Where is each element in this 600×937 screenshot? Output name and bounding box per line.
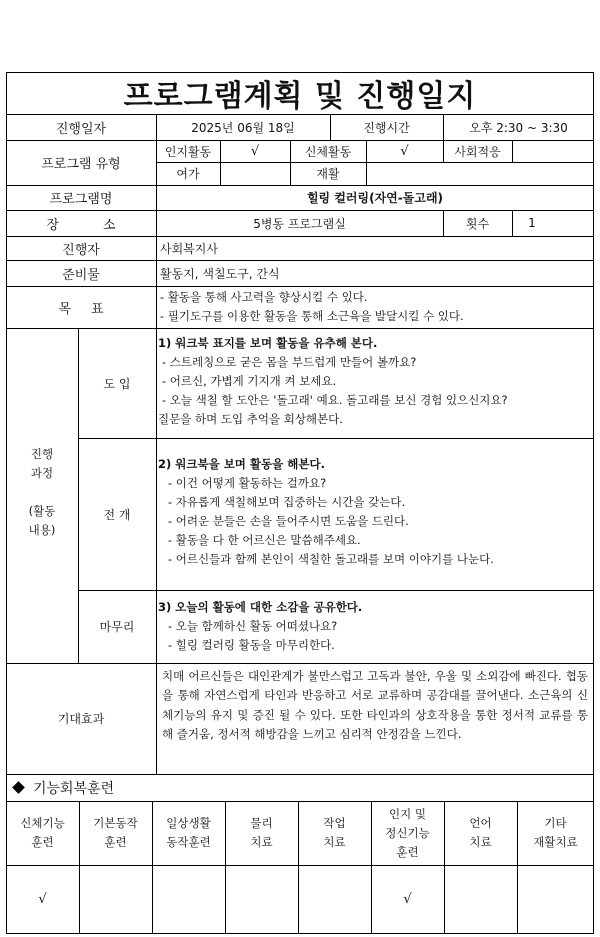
process-label-line: (활동: [28, 504, 56, 518]
training-column-header-line: 재활치료: [533, 835, 578, 849]
development-line: - 이건 어떻게 활동하는 걸까요?: [168, 476, 327, 490]
closing-content: [158, 598, 592, 655]
training-column-header-line: 훈련: [104, 835, 127, 849]
training-column-header-line: 훈련: [396, 844, 419, 859]
materials-value: 활동지, 색칠도구, 간식: [160, 266, 280, 281]
type-social-check: [512, 140, 594, 162]
intro-heading: 1) 워크북 표지를 보며 활동을 유추해 본다.: [158, 336, 378, 350]
development-line: - 어려운 분들은 손을 들어주시면 도움을 드린다.: [168, 514, 409, 528]
program-name-label: 프로그램명: [49, 192, 113, 207]
intro-label: 도 입: [103, 376, 131, 391]
date-label: 진행일자: [55, 121, 107, 137]
intro-line: - 오늘 색칠 할 도안은 '돌고래' 예요. 돌고래를 보신 경험 있으신지요?: [162, 393, 508, 407]
intro-line: - 스트레칭으로 굳은 몸을 부드럽게 만들어 볼까요?: [162, 355, 417, 369]
goals-label: [6, 286, 156, 328]
training-section-header: [6, 774, 594, 801]
training-column-header-line: 동작훈련: [166, 835, 211, 849]
training-check-cell: [298, 865, 371, 934]
training-column-header-line: 일상생활: [166, 816, 211, 830]
training-column-header-line: 물리: [250, 816, 273, 830]
training-section-title: 기능회복훈련: [33, 780, 115, 797]
place-label-b: 소: [103, 217, 116, 233]
goal-item: - 활동을 통해 사고력을 향상시킬 수 있다.: [160, 290, 368, 304]
process-label-line: 내용): [28, 523, 56, 537]
training-column-header: [79, 801, 152, 865]
training-column-header: [152, 801, 225, 865]
development-label: 전 개: [103, 507, 131, 522]
type-cognitive: 인지활동: [164, 144, 212, 159]
intro-content: [158, 334, 592, 429]
training-check-cell: [79, 865, 152, 934]
development-content: [158, 455, 592, 569]
training-column-header: [444, 801, 517, 865]
type-leisure-check: [220, 162, 290, 185]
training-check-cell: [517, 865, 594, 934]
training-column-header-line: 인지 및: [389, 806, 426, 821]
type-rehab: 재활: [316, 167, 340, 181]
training-column-header-line: 기타: [544, 816, 567, 830]
training-column-header-line: 신체기능: [20, 816, 65, 830]
closing-heading: 3) 오늘의 활동에 대한 소감을 공유한다.: [158, 600, 363, 614]
process-label-line: 진행: [30, 447, 54, 461]
goals-label-b: 표: [91, 301, 104, 317]
goal-item: - 필기도구를 이용한 활동을 통해 소근육을 발달시킬 수 있다.: [160, 309, 464, 323]
development-line: - 자유롭게 색칠해보며 집중하는 시간을 갖는다.: [168, 495, 406, 509]
development-line: - 활동을 다 한 어르신은 말씀해주세요.: [168, 533, 361, 547]
training-column-header-line: 작업: [323, 816, 346, 830]
development-heading: 2) 워크북을 보며 활동을 해본다.: [158, 457, 325, 471]
program-name-value: 힐링 컬러링(자연-돌고래): [306, 191, 444, 205]
training-column-header: [6, 801, 79, 865]
development-line: - 어르신들과 함께 본인이 색칠한 돌고래를 보며 이야기를 나눈다.: [168, 552, 494, 566]
process-label-line: 과정: [30, 466, 54, 480]
intro-line: 질문을 하며 도입 추억을 회상해본다.: [158, 412, 343, 426]
training-column-header-line: 언어: [469, 816, 492, 830]
training-column-header-line: 치료: [250, 835, 273, 849]
type-physical-check: √: [400, 143, 409, 159]
training-column-header-line: 정신기능: [385, 825, 430, 840]
expected-effect-label: 기대효과: [57, 712, 105, 726]
training-check-cell: √: [38, 892, 47, 907]
facilitator-label: 진행자: [62, 242, 100, 258]
training-check-cell: √: [403, 892, 412, 907]
training-column-header-line: 훈련: [31, 835, 54, 849]
time-value: 오후 2:30 ~ 3:30: [469, 120, 568, 135]
program-type-label: 프로그램 유형: [41, 157, 121, 172]
training-column-header-line: 치료: [323, 835, 346, 849]
training-column-header: [225, 801, 298, 865]
type-rehab-check: [366, 162, 594, 185]
training-check-cell: [225, 865, 298, 934]
type-social: 사회적응: [454, 144, 501, 159]
training-column-header: [298, 801, 371, 865]
type-leisure: 여가: [176, 167, 200, 181]
time-label: 진행시간: [363, 120, 410, 135]
process-side-label: [6, 445, 78, 540]
training-column-header-line: 기본동작: [93, 816, 138, 830]
place-value: 5병동 프로그램실: [253, 216, 346, 231]
type-cognitive-check: √: [250, 143, 260, 159]
training-column-header: [517, 801, 594, 865]
training-check-cell: [152, 865, 225, 934]
training-column-header-line: 치료: [469, 835, 492, 849]
diamond-bullet-icon: [12, 781, 25, 794]
training-check-cell: [444, 865, 517, 934]
count-value: 1: [528, 216, 536, 230]
goals-label-a: 목: [58, 301, 71, 317]
date-value: 2025년 06월 18일: [191, 120, 295, 135]
expected-effect-text: 치매 어르신들은 대인관계가 불만스럽고 고독과 불안, 우울 및 소외감에 빠진다. 협동을 통해 자연스럽게 타인과 반응하고 서로 교류하며 공감대를 끌어낸다. 소근육의 신체기능의 유지 및 증진 될 수 있다. 또한 타인과의 상호작용을 통한 정서적 교류를 통해 즐거움, 정서적 해방감을 느끼고 심리적 안정감을 느낀다.: [162, 669, 588, 742]
closing-line: - 힐링 컬러링 활동을 마무리한다.: [168, 638, 335, 652]
place-label-a: 장: [46, 217, 59, 233]
intro-line: - 어르신, 가볍게 기지개 켜 보세요.: [162, 374, 337, 388]
page-title: 프로그램계획 및 진행일지: [123, 79, 477, 114]
closing-label: 마무리: [99, 620, 135, 634]
type-physical: 신체활동: [304, 144, 352, 159]
training-column-header: [371, 801, 444, 865]
closing-line: - 오늘 함께하신 활동 어떠셨나요?: [168, 619, 338, 633]
goals-list: [160, 288, 590, 326]
count-label: 횟수: [465, 216, 490, 231]
place-label: [6, 210, 156, 236]
materials-label: 준비물: [62, 267, 100, 283]
facilitator-value: 사회복지사: [160, 241, 218, 256]
